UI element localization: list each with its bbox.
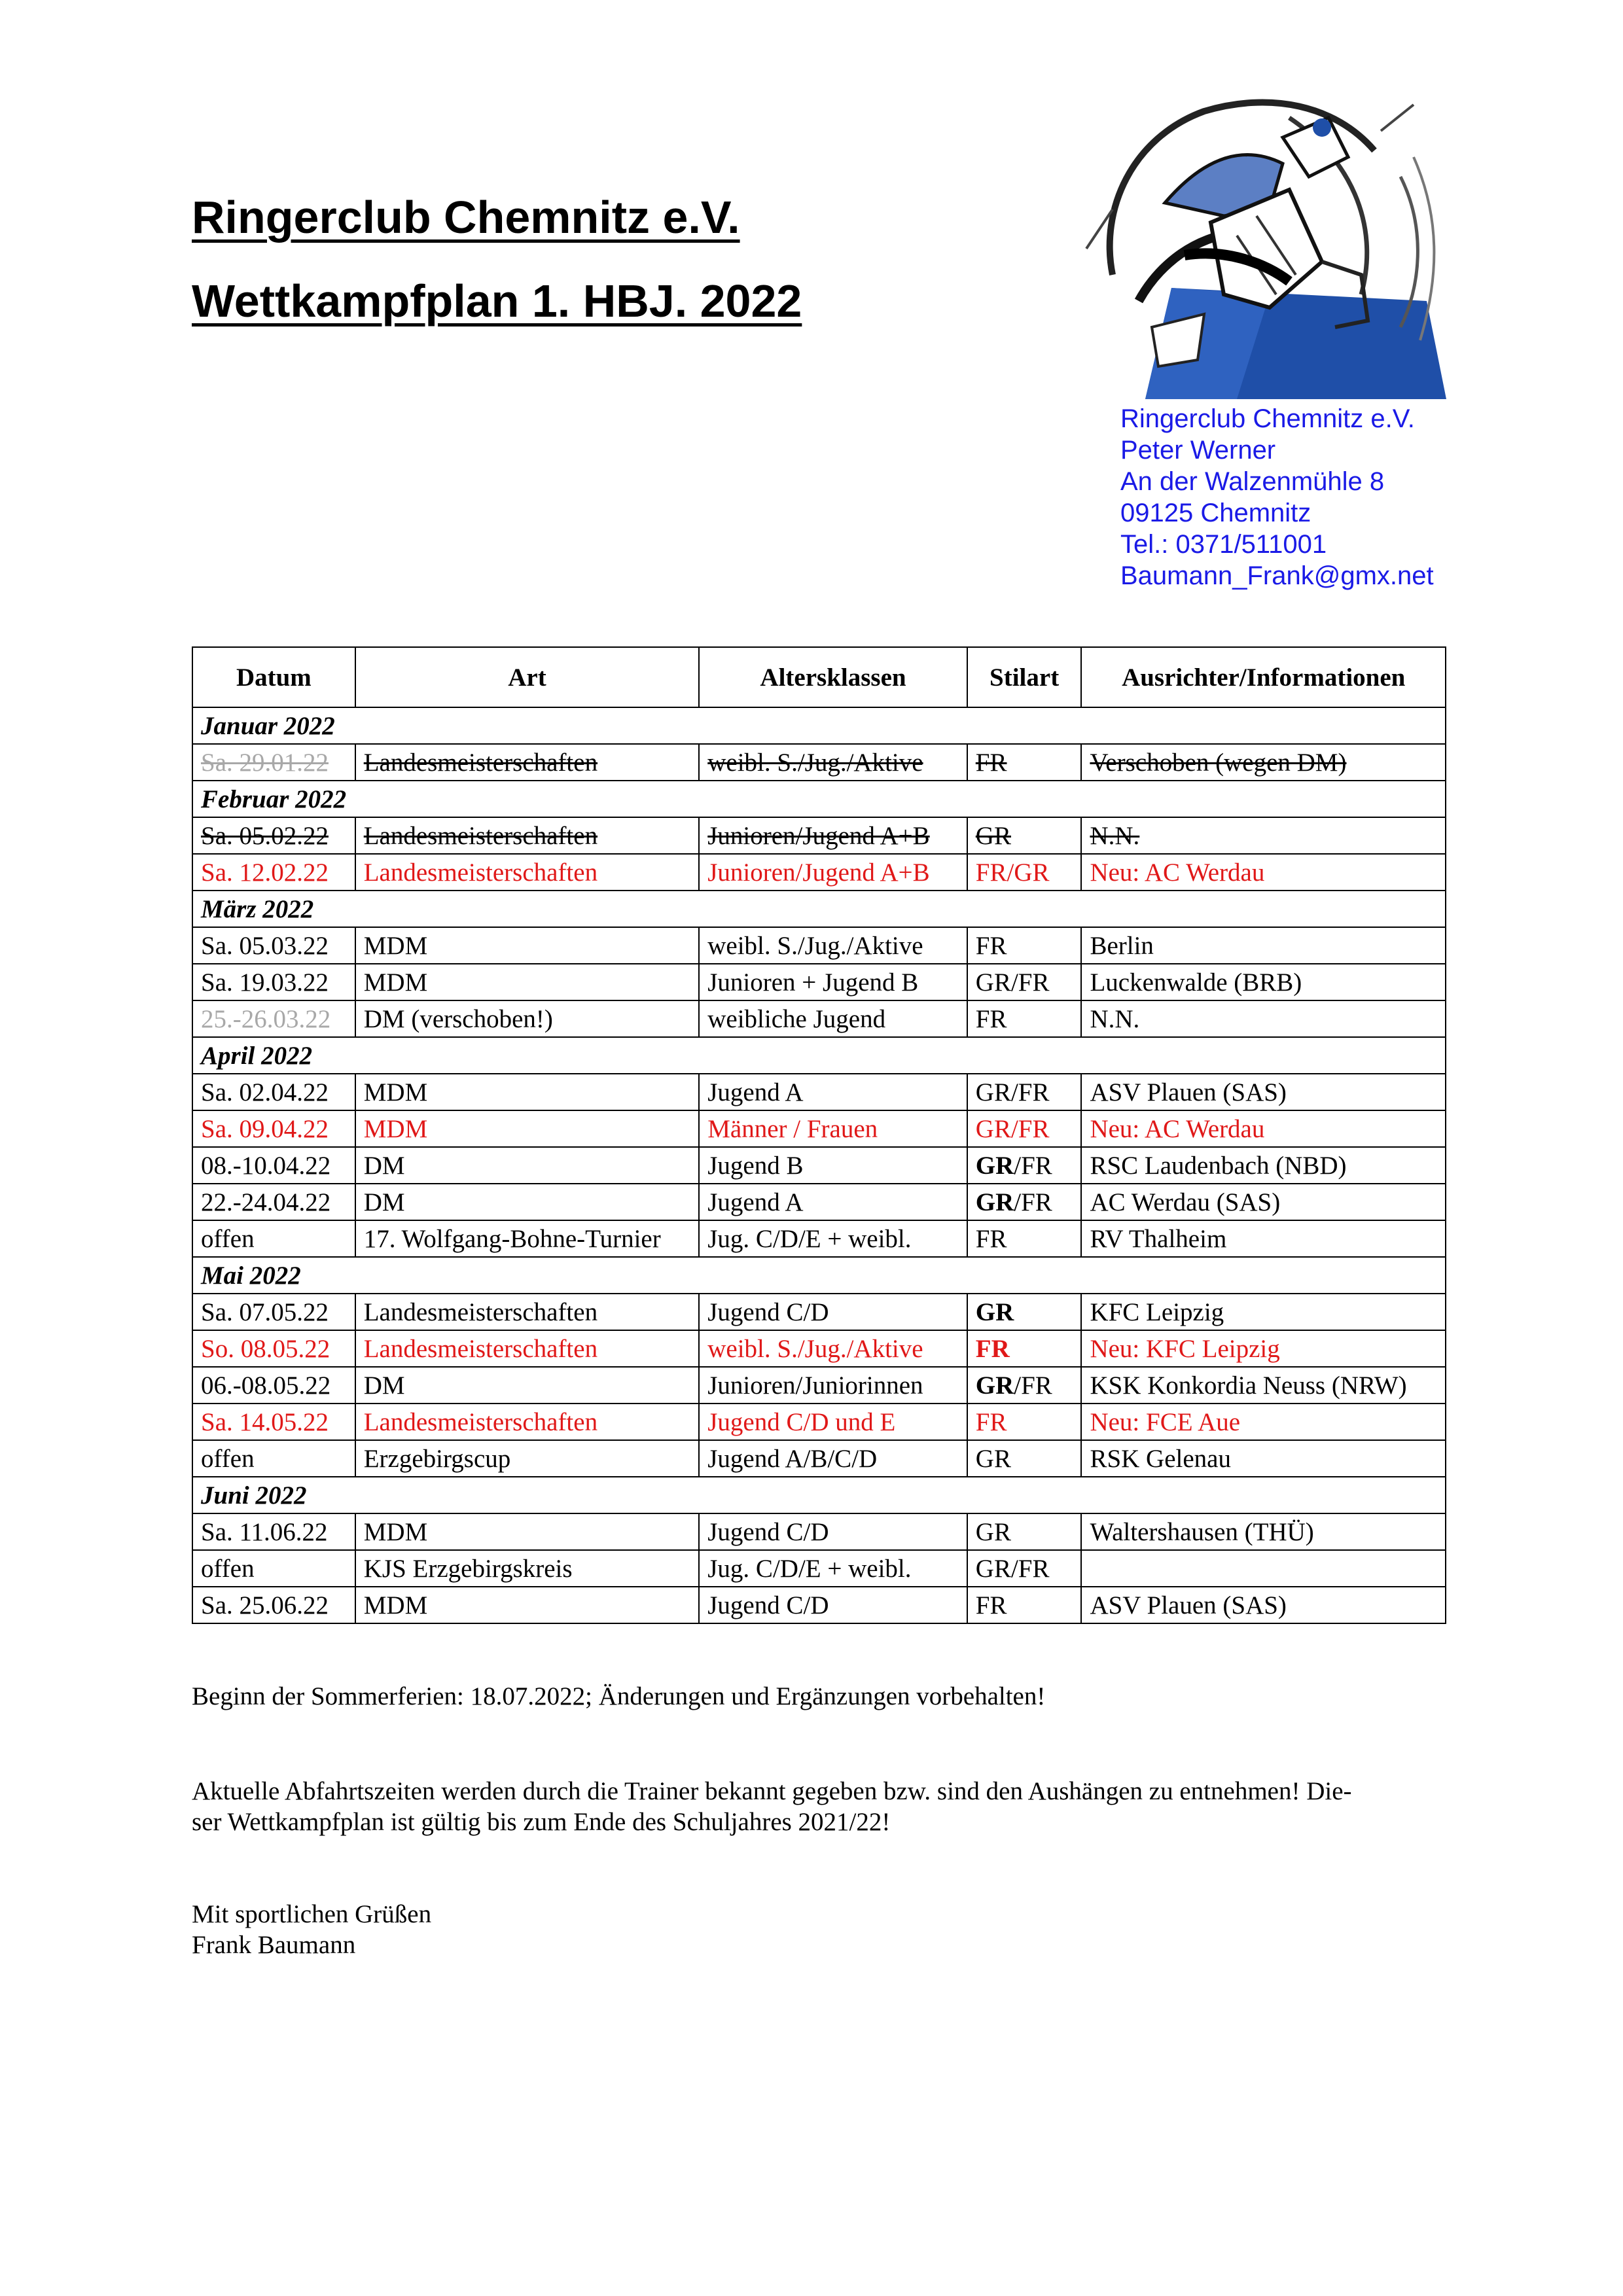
cell-type: KJS Erzgebirgskreis: [355, 1550, 700, 1587]
month-row: [192, 1477, 1446, 1513]
cell-type: Landesmeisterschaften: [355, 854, 700, 891]
cell-organizer: [1081, 1550, 1446, 1587]
header-altersklassen: Altersklassen: [699, 647, 967, 707]
header-ausrichter: Ausrichter/Informationen: [1081, 647, 1446, 707]
cell-style: FR/GR: [967, 854, 1082, 891]
cell-date: Sa. 12.02.22: [192, 854, 355, 891]
cell-age-class: Junioren/Juniorinnen: [699, 1367, 967, 1404]
table-row: [192, 1550, 1446, 1587]
table-row: [192, 964, 1446, 1000]
cell-organizer: RV Thalheim: [1081, 1220, 1446, 1257]
address-email[interactable]: Baumann_Frank@gmx.net: [1120, 561, 1434, 590]
cell-age-class: Junioren/Jugend A+B: [699, 854, 967, 891]
cell-date: Sa. 25.06.22: [192, 1587, 355, 1623]
club-title: Ringerclub Chemnitz e.V.: [192, 192, 740, 243]
competition-schedule-table: [192, 646, 1446, 1624]
cell-date: Sa. 14.05.22: [192, 1404, 355, 1440]
table-row: [192, 744, 1446, 781]
cell-date: So. 08.05.22: [192, 1330, 355, 1367]
header-datum: Datum: [192, 647, 355, 707]
cell-style: GR: [967, 1294, 1082, 1330]
month-label: Januar 2022: [192, 707, 1446, 744]
cell-age-class: Jugend C/D: [699, 1294, 967, 1330]
address-street: An der Walzenmühle 8: [1120, 467, 1385, 496]
cell-style: GR/FR: [967, 1367, 1082, 1404]
cell-age-class: Männer / Frauen: [699, 1110, 967, 1147]
address-phone: Tel.: 0371/511001: [1120, 530, 1327, 559]
cell-style: GR/FR: [967, 1074, 1082, 1110]
cell-date: 25.-26.03.22: [192, 1000, 355, 1037]
table-header-row: [192, 647, 1446, 707]
cell-type: MDM: [355, 1110, 700, 1147]
table-row: [192, 817, 1446, 854]
cell-style: GR/FR: [967, 1550, 1082, 1587]
plan-title: Wettkampfplan 1. HBJ. 2022: [192, 275, 802, 327]
table-row: [192, 1184, 1446, 1220]
cell-type: MDM: [355, 1513, 700, 1550]
cell-type: Erzgebirgscup: [355, 1440, 700, 1477]
cell-style: FR: [967, 1404, 1082, 1440]
cell-date: Sa. 02.04.22: [192, 1074, 355, 1110]
cell-date: Sa. 05.02.22: [192, 817, 355, 854]
note-text-line: ser Wettkampfplan ist gültig bis zum Ende des Schuljahres 2021/22!: [192, 1808, 891, 1836]
cell-style: FR: [967, 744, 1082, 781]
cell-organizer: Neu: KFC Leipzig: [1081, 1330, 1446, 1367]
cell-type: DM: [355, 1184, 700, 1220]
month-label: Mai 2022: [192, 1257, 1446, 1294]
departure-times-note: [192, 1776, 1455, 1837]
month-row: [192, 707, 1446, 744]
cell-date: 22.-24.04.22: [192, 1184, 355, 1220]
cell-type: DM: [355, 1147, 700, 1184]
cell-age-class: Jug. C/D/E + weibl.: [699, 1220, 967, 1257]
header-stilart: Stilart: [967, 647, 1082, 707]
cell-age-class: Junioren + Jugend B: [699, 964, 967, 1000]
cell-style: GR: [967, 1440, 1082, 1477]
address-city: 09125 Chemnitz: [1120, 499, 1311, 527]
cell-age-class: Jugend C/D und E: [699, 1404, 967, 1440]
table-row: [192, 854, 1446, 891]
cell-organizer: ASV Plauen (SAS): [1081, 1587, 1446, 1623]
cell-organizer: RSK Gelenau: [1081, 1440, 1446, 1477]
month-label: Februar 2022: [192, 781, 1446, 817]
cell-type: Landesmeisterschaften: [355, 1330, 700, 1367]
cell-type: MDM: [355, 964, 700, 1000]
cell-date: 06.-08.05.22: [192, 1367, 355, 1404]
cell-style: FR: [967, 1587, 1082, 1623]
cell-organizer: Verschoben (wegen DM): [1081, 744, 1446, 781]
cell-type: Landesmeisterschaften: [355, 817, 700, 854]
greeting: Mit sportlichen Grüßen: [192, 1900, 432, 1928]
cell-style: FR: [967, 1330, 1082, 1367]
cell-organizer: Berlin: [1081, 927, 1446, 964]
club-address-block: [1120, 403, 1434, 592]
summer-holiday-note: [192, 1681, 1455, 1712]
cell-style: FR: [967, 1220, 1082, 1257]
cell-type: MDM: [355, 927, 700, 964]
table-row: [192, 1074, 1446, 1110]
cell-organizer: Luckenwalde (BRB): [1081, 964, 1446, 1000]
cell-organizer: KSK Konkordia Neuss (NRW): [1081, 1367, 1446, 1404]
cell-age-class: Jugend A: [699, 1074, 967, 1110]
cell-organizer: RSC Laudenbach (NBD): [1081, 1147, 1446, 1184]
cell-date: Sa. 11.06.22: [192, 1513, 355, 1550]
cell-age-class: Jugend B: [699, 1147, 967, 1184]
month-row: [192, 1257, 1446, 1294]
cell-date: Sa. 29.01.22: [192, 744, 355, 781]
header-art: Art: [355, 647, 700, 707]
cell-age-class: Junioren/Jugend A+B: [699, 817, 967, 854]
cell-organizer: Neu: FCE Aue: [1081, 1404, 1446, 1440]
month-row: [192, 1037, 1446, 1074]
address-person: Peter Werner: [1120, 436, 1276, 465]
wrestlers-logo-icon: [1073, 79, 1446, 399]
note-text: Beginn der Sommerferien: 18.07.2022; Änderungen und Ergänzungen vorbehalten!: [192, 1682, 1046, 1710]
cell-organizer: N.N.: [1081, 1000, 1446, 1037]
note-text-line: Aktuelle Abfahrtszeiten werden durch die Trainer bekannt gegeben bzw. sind den Aushängen zu entnehmen! Die-: [192, 1777, 1352, 1805]
cell-organizer: ASV Plauen (SAS): [1081, 1074, 1446, 1110]
cell-type: DM (verschoben!): [355, 1000, 700, 1037]
cell-style: GR: [967, 817, 1082, 854]
cell-type: 17. Wolfgang-Bohne-Turnier: [355, 1220, 700, 1257]
cell-type: Landesmeisterschaften: [355, 1404, 700, 1440]
cell-age-class: weibl. S./Jug./Aktive: [699, 927, 967, 964]
table-row: [192, 1220, 1446, 1257]
cell-age-class: Jugend C/D: [699, 1513, 967, 1550]
cell-date: Sa. 07.05.22: [192, 1294, 355, 1330]
table-row: [192, 1440, 1446, 1477]
cell-date: offen: [192, 1220, 355, 1257]
cell-date: 08.-10.04.22: [192, 1147, 355, 1184]
cell-age-class: weibl. S./Jug./Aktive: [699, 744, 967, 781]
cell-style: GR/FR: [967, 1184, 1082, 1220]
table-row: [192, 1000, 1446, 1037]
table-row: [192, 1294, 1446, 1330]
cell-style: GR/FR: [967, 1147, 1082, 1184]
cell-age-class: weibliche Jugend: [699, 1000, 967, 1037]
signature-block: [192, 1899, 1455, 1960]
cell-date: Sa. 19.03.22: [192, 964, 355, 1000]
cell-organizer: Neu: AC Werdau: [1081, 1110, 1446, 1147]
table-row: [192, 1404, 1446, 1440]
month-label: April 2022: [192, 1037, 1446, 1074]
cell-style: FR: [967, 1000, 1082, 1037]
table-row: [192, 1587, 1446, 1623]
cell-type: MDM: [355, 1587, 700, 1623]
cell-age-class: weibl. S./Jug./Aktive: [699, 1330, 967, 1367]
table-row: [192, 1513, 1446, 1550]
month-row: [192, 781, 1446, 817]
signer-name: Frank Baumann: [192, 1931, 356, 1959]
cell-age-class: Jugend A: [699, 1184, 967, 1220]
cell-organizer: N.N.: [1081, 817, 1446, 854]
cell-style: GR/FR: [967, 1110, 1082, 1147]
cell-organizer: AC Werdau (SAS): [1081, 1184, 1446, 1220]
table-row: [192, 1330, 1446, 1367]
cell-type: Landesmeisterschaften: [355, 744, 700, 781]
month-label: Juni 2022: [192, 1477, 1446, 1513]
address-club-name: Ringerclub Chemnitz e.V.: [1120, 404, 1415, 433]
table-row: [192, 1367, 1446, 1404]
cell-style: GR: [967, 1513, 1082, 1550]
cell-age-class: Jug. C/D/E + weibl.: [699, 1550, 967, 1587]
cell-type: DM: [355, 1367, 700, 1404]
cell-type: MDM: [355, 1074, 700, 1110]
table-row: [192, 927, 1446, 964]
cell-date: Sa. 09.04.22: [192, 1110, 355, 1147]
cell-date: offen: [192, 1550, 355, 1587]
cell-organizer: Waltershausen (THÜ): [1081, 1513, 1446, 1550]
cell-age-class: Jugend C/D: [699, 1587, 967, 1623]
month-label: März 2022: [192, 891, 1446, 927]
cell-date: offen: [192, 1440, 355, 1477]
cell-style: GR/FR: [967, 964, 1082, 1000]
cell-type: Landesmeisterschaften: [355, 1294, 700, 1330]
table-row: [192, 1110, 1446, 1147]
month-row: [192, 891, 1446, 927]
table-row: [192, 1147, 1446, 1184]
cell-style: FR: [967, 927, 1082, 964]
cell-organizer: Neu: AC Werdau: [1081, 854, 1446, 891]
cell-age-class: Jugend A/B/C/D: [699, 1440, 967, 1477]
cell-organizer: KFC Leipzig: [1081, 1294, 1446, 1330]
cell-date: Sa. 05.03.22: [192, 927, 355, 964]
